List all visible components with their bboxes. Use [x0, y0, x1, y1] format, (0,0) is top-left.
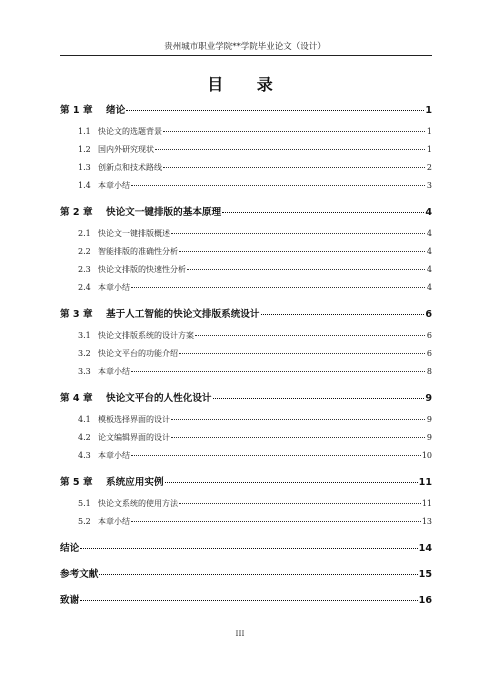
chapter-title: 快论文平台的人性化设计 — [106, 393, 212, 404]
section-title: 快论文平台的功能介绍 — [98, 349, 178, 358]
section-number: 5.2 — [78, 517, 91, 526]
dot-leader — [179, 353, 425, 354]
toc-chapter-entry[interactable] — [60, 474, 432, 493]
section-number: 1.1 — [78, 127, 91, 136]
section-title: 论文编辑界面的设计 — [98, 433, 170, 442]
section-page-number: 8 — [426, 367, 432, 376]
back-matter-title: 致谢 — [60, 595, 80, 606]
section-title: 本章小结 — [98, 451, 130, 460]
dot-leader — [163, 167, 425, 168]
section-number: 3.1 — [78, 331, 91, 340]
section-title: 本章小结 — [98, 181, 130, 190]
section-number: 2.2 — [78, 247, 91, 256]
dot-leader — [99, 574, 417, 575]
section-number: 2.3 — [78, 265, 91, 274]
toc-section-entry[interactable] — [60, 432, 432, 450]
section-page-number: 3 — [426, 181, 432, 190]
dot-leader — [171, 437, 425, 438]
chapter-number: 第 5 章 — [60, 477, 93, 488]
back-matter-title: 结论 — [60, 543, 80, 554]
page-number: III — [235, 629, 245, 638]
chapter-page-number: 1 — [425, 105, 432, 116]
toc-section-entry[interactable] — [60, 498, 432, 516]
toc-back-matter-entry[interactable] — [60, 566, 432, 585]
dot-leader — [131, 185, 425, 186]
toc-section-entry[interactable] — [60, 180, 432, 198]
chapter-title: 绪论 — [106, 105, 126, 116]
section-number: 2.1 — [78, 229, 91, 238]
section-title: 快论文排版系统的设计方案 — [98, 331, 194, 340]
section-number: 1.3 — [78, 163, 91, 172]
dot-leader — [80, 600, 417, 601]
dot-leader — [126, 110, 424, 111]
dot-leader — [155, 149, 425, 150]
section-page-number: 4 — [426, 247, 432, 256]
chapter-page-number: 11 — [418, 477, 432, 488]
dot-leader — [131, 455, 421, 456]
dot-leader — [213, 398, 425, 399]
toc-section-entry[interactable] — [60, 450, 432, 468]
chapter-page-number: 6 — [425, 309, 432, 320]
dot-leader — [131, 287, 425, 288]
section-page-number: 2 — [426, 163, 432, 172]
section-page-number: 6 — [426, 331, 432, 340]
toc-section-entry[interactable] — [60, 246, 432, 264]
dot-leader — [131, 371, 425, 372]
section-number: 3.2 — [78, 349, 91, 358]
dot-leader — [131, 521, 421, 522]
dot-leader — [187, 269, 425, 270]
back-matter-page-number: 14 — [418, 543, 432, 554]
section-title: 国内外研究现状 — [98, 145, 154, 154]
section-number: 4.2 — [78, 433, 91, 442]
section-title: 本章小结 — [98, 367, 130, 376]
toc-title: 目 录 — [207, 75, 287, 94]
section-number: 1.4 — [78, 181, 91, 190]
toc-section-entry[interactable] — [60, 126, 432, 144]
section-title: 快论文的选题背景 — [98, 127, 162, 136]
back-matter-title: 参考文献 — [60, 569, 99, 580]
section-number: 4.1 — [78, 415, 91, 424]
section-page-number: 11 — [421, 499, 432, 508]
section-title: 本章小结 — [98, 283, 130, 292]
section-number: 3.3 — [78, 367, 91, 376]
toc-section-entry[interactable] — [60, 348, 432, 366]
header-rule — [60, 55, 432, 56]
section-title: 创新点和技术路线 — [98, 163, 162, 172]
section-number: 5.1 — [78, 499, 91, 508]
chapter-title: 快论文一键排版的基本原理 — [106, 207, 222, 218]
toc-section-entry[interactable] — [60, 144, 432, 162]
toc-chapter-entry[interactable] — [60, 390, 432, 409]
chapter-number: 第 2 章 — [60, 207, 93, 218]
toc-back-matter-entry[interactable] — [60, 540, 432, 559]
section-page-number: 1 — [426, 127, 432, 136]
dot-leader — [179, 503, 421, 504]
table-of-contents — [60, 96, 432, 618]
toc-section-entry[interactable] — [60, 414, 432, 432]
section-page-number: 4 — [426, 265, 432, 274]
toc-section-entry[interactable] — [60, 228, 432, 246]
toc-section-entry[interactable] — [60, 162, 432, 180]
section-page-number: 6 — [426, 349, 432, 358]
back-matter-page-number: 16 — [418, 595, 432, 606]
section-number: 4.3 — [78, 451, 91, 460]
dot-leader — [222, 212, 424, 213]
section-title: 模板选择界面的设计 — [98, 415, 170, 424]
section-page-number: 9 — [426, 433, 432, 442]
dot-leader — [163, 131, 425, 132]
chapter-page-number: 9 — [425, 393, 432, 404]
dot-leader — [171, 419, 425, 420]
chapter-number: 第 1 章 — [60, 105, 93, 116]
back-matter-page-number: 15 — [418, 569, 432, 580]
section-title: 快论文排版的快速性分析 — [98, 265, 186, 274]
section-title: 快论文一键排版概述 — [98, 229, 170, 238]
page-header: 贵州城市职业学院**学院毕业论文（设计） — [164, 42, 326, 52]
section-title: 智能排版的准确性分析 — [98, 247, 178, 256]
chapter-page-number: 4 — [425, 207, 432, 218]
toc-section-entry[interactable] — [60, 282, 432, 300]
dot-leader — [171, 233, 425, 234]
dot-leader — [179, 251, 425, 252]
toc-section-entry[interactable] — [60, 366, 432, 384]
chapter-number: 第 4 章 — [60, 393, 93, 404]
section-page-number: 1 — [426, 145, 432, 154]
section-number: 2.4 — [78, 283, 91, 292]
toc-section-entry[interactable] — [60, 330, 432, 348]
section-page-number: 13 — [421, 517, 432, 526]
toc-chapter-entry[interactable] — [60, 204, 432, 223]
chapter-title: 系统应用实例 — [106, 477, 164, 488]
dot-leader — [195, 335, 425, 336]
dot-leader — [165, 482, 418, 483]
toc-back-matter-entry[interactable] — [60, 592, 432, 611]
toc-chapter-entry[interactable] — [60, 306, 432, 325]
toc-chapter-entry[interactable] — [60, 102, 432, 121]
toc-section-entry[interactable] — [60, 516, 432, 534]
section-number: 1.2 — [78, 145, 91, 154]
dot-leader — [261, 314, 425, 315]
chapter-number: 第 3 章 — [60, 309, 93, 320]
section-title: 快论文系统的使用方法 — [98, 499, 178, 508]
dot-leader — [80, 548, 417, 549]
toc-section-entry[interactable] — [60, 264, 432, 282]
section-page-number: 9 — [426, 415, 432, 424]
chapter-title: 基于人工智能的快论文排版系统设计 — [106, 309, 260, 320]
section-page-number: 10 — [421, 451, 432, 460]
section-page-number: 4 — [426, 229, 432, 238]
section-page-number: 4 — [426, 283, 432, 292]
section-title: 本章小结 — [98, 517, 130, 526]
